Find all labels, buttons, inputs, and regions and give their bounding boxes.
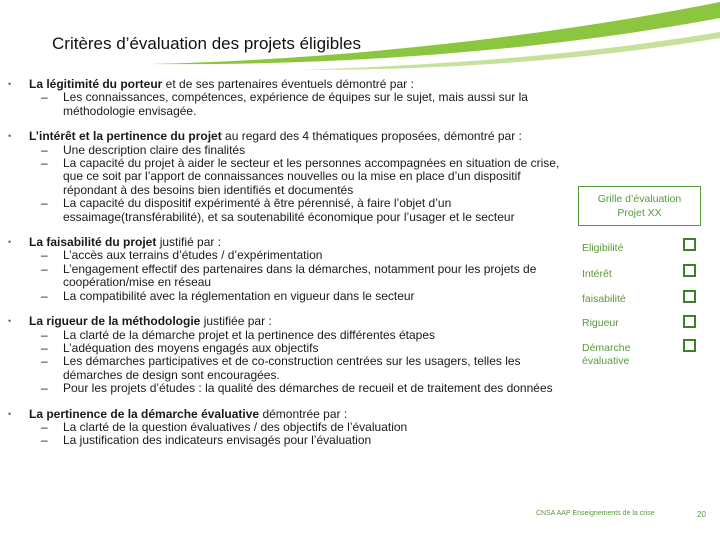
grid-criterion-label: évaluative — [582, 355, 630, 367]
checkbox-rigor[interactable] — [683, 315, 696, 328]
criterion-intro: justifié par : — [156, 235, 222, 250]
sub-point-text: Une description claire des finalités — [63, 142, 246, 157]
sub-point — [29, 249, 573, 262]
dash-icon: – — [41, 261, 48, 276]
criterion-legitimacy — [8, 78, 573, 118]
page-title: Critères d’évaluation des projets éligibles — [52, 34, 361, 53]
sub-point — [29, 421, 573, 434]
grid-criterion-rigor — [582, 317, 619, 330]
bullet-icon: • — [8, 237, 12, 248]
criterion-heading: La faisabilité du projet — [29, 235, 157, 250]
grid-title-line: Projet XX — [617, 207, 662, 219]
sub-point — [29, 144, 573, 157]
sub-point-text: L’engagement effectif des partenaires dans la démarches, notamment pour les projets de coopération/mise en réseau — [63, 261, 537, 290]
criterion-heading: L’intérêt et la pertinence du projet — [29, 129, 222, 144]
bullet-icon: • — [8, 316, 12, 327]
grid-title-line: Grille d’évaluation — [597, 193, 682, 205]
dash-icon: – — [41, 156, 48, 171]
dash-icon: – — [41, 381, 48, 396]
dash-icon: – — [41, 340, 48, 355]
dash-icon: – — [41, 248, 48, 263]
sub-point — [29, 434, 573, 447]
footer-text: CNSA AAP Enseignements de la crise — [536, 510, 655, 517]
evaluation-grid-box — [578, 186, 701, 226]
bullet-icon: • — [8, 408, 12, 419]
grid-criterion-interest — [582, 268, 612, 281]
sub-point-text: La capacité du dispositif expérimenté à être pérennisé, à faire l’objet d’un essaimage(transférabilité), et sa soutenabilité économique pour l’usager et le secteur — [63, 196, 515, 224]
sub-point-text: L’adéquation des moyens engagés aux objectifs — [63, 340, 319, 355]
criterion-feasibility — [8, 236, 573, 303]
grid-criterion-label: Rigueur — [582, 317, 619, 329]
grid-criterion-label: Démarche — [582, 342, 631, 354]
sub-point-text: L’accès aux terrains d’études / d’expérimentation — [63, 248, 323, 263]
sub-point — [29, 355, 573, 382]
dash-icon: – — [41, 354, 48, 369]
sub-point-text: La capacité du projet à aider le secteur et les personnes accompagnées en situation de crise, que ce soit par l’apport de connaissances nouvelles ou la mise en place d’un dispositif répondant à des besoins bien identifiés et documentés — [63, 156, 560, 197]
dash-icon: – — [41, 142, 48, 157]
sub-point-text: La compatibilité avec la réglementation en vigueur dans le secteur — [63, 288, 415, 303]
dash-icon: – — [41, 419, 48, 434]
criterion-intro: au regard des 4 thématiques proposées, démontré par : — [221, 129, 522, 144]
grid-criterion-label: Intérêt — [582, 268, 612, 280]
sub-point — [29, 342, 573, 355]
dash-icon: – — [41, 433, 48, 448]
checkbox-feasibility[interactable] — [683, 290, 696, 303]
criterion-interest — [8, 130, 573, 224]
criterion-heading: La pertinence de la démarche évaluative — [29, 406, 260, 421]
sub-point — [29, 197, 573, 224]
sub-point-text: La clarté de la démarche projet et la pertinence des différentes étapes — [63, 327, 436, 342]
criteria-list — [8, 78, 573, 448]
grid-criterion-feasibility — [582, 293, 626, 306]
checkbox-eligibility[interactable] — [683, 238, 696, 251]
sub-point — [29, 157, 573, 197]
grid-criterion-evaluation — [582, 342, 630, 368]
grid-criterion-eligibility — [582, 242, 623, 255]
grid-criterion-label: Eligibilité — [582, 242, 624, 254]
bullet-icon: • — [8, 131, 12, 142]
sub-point — [29, 382, 573, 395]
sub-point-text: Les connaissances, compétences, expérience de équipes sur le sujet, mais aussi sur la méthodologie envisagée. — [63, 90, 528, 118]
criterion-intro: démontrée par : — [259, 406, 348, 421]
page-number: 20 — [697, 510, 706, 519]
checkbox-interest[interactable] — [683, 264, 696, 277]
sub-point — [29, 329, 573, 342]
grid-criterion-label: faisabilité — [582, 293, 626, 305]
sub-point-text: Les démarches participatives et de co-construction centrées sur les usagers, telles les démarches de design sont encouragées. — [63, 354, 521, 382]
dash-icon: – — [41, 288, 48, 303]
sub-point-text: Pour les projets d’études : la qualité des démarches de recueil et de traitement des données — [63, 381, 553, 396]
criterion-heading: La légitimité du porteur — [29, 77, 163, 91]
bullet-icon: • — [8, 79, 12, 89]
dash-icon: – — [41, 90, 48, 105]
criterion-evaluation — [8, 408, 573, 448]
sub-point-text: La clarté de la question évaluatives / des objectifs de l’évaluation — [63, 419, 408, 434]
criterion-intro: justifiée par : — [200, 314, 272, 329]
dash-icon: – — [41, 196, 48, 211]
criterion-intro: et de ses partenaires éventuels démontré par : — [162, 77, 414, 91]
sub-point-text: La justification des indicateurs envisagés pour l’évaluation — [63, 433, 372, 448]
criterion-heading: La rigueur de la méthodologie — [29, 314, 201, 329]
sub-point — [29, 91, 573, 118]
sub-point — [29, 290, 573, 303]
dash-icon: – — [41, 327, 48, 342]
criterion-methodology — [8, 315, 573, 395]
sub-point — [29, 263, 573, 290]
checkbox-evaluation[interactable] — [683, 339, 696, 352]
